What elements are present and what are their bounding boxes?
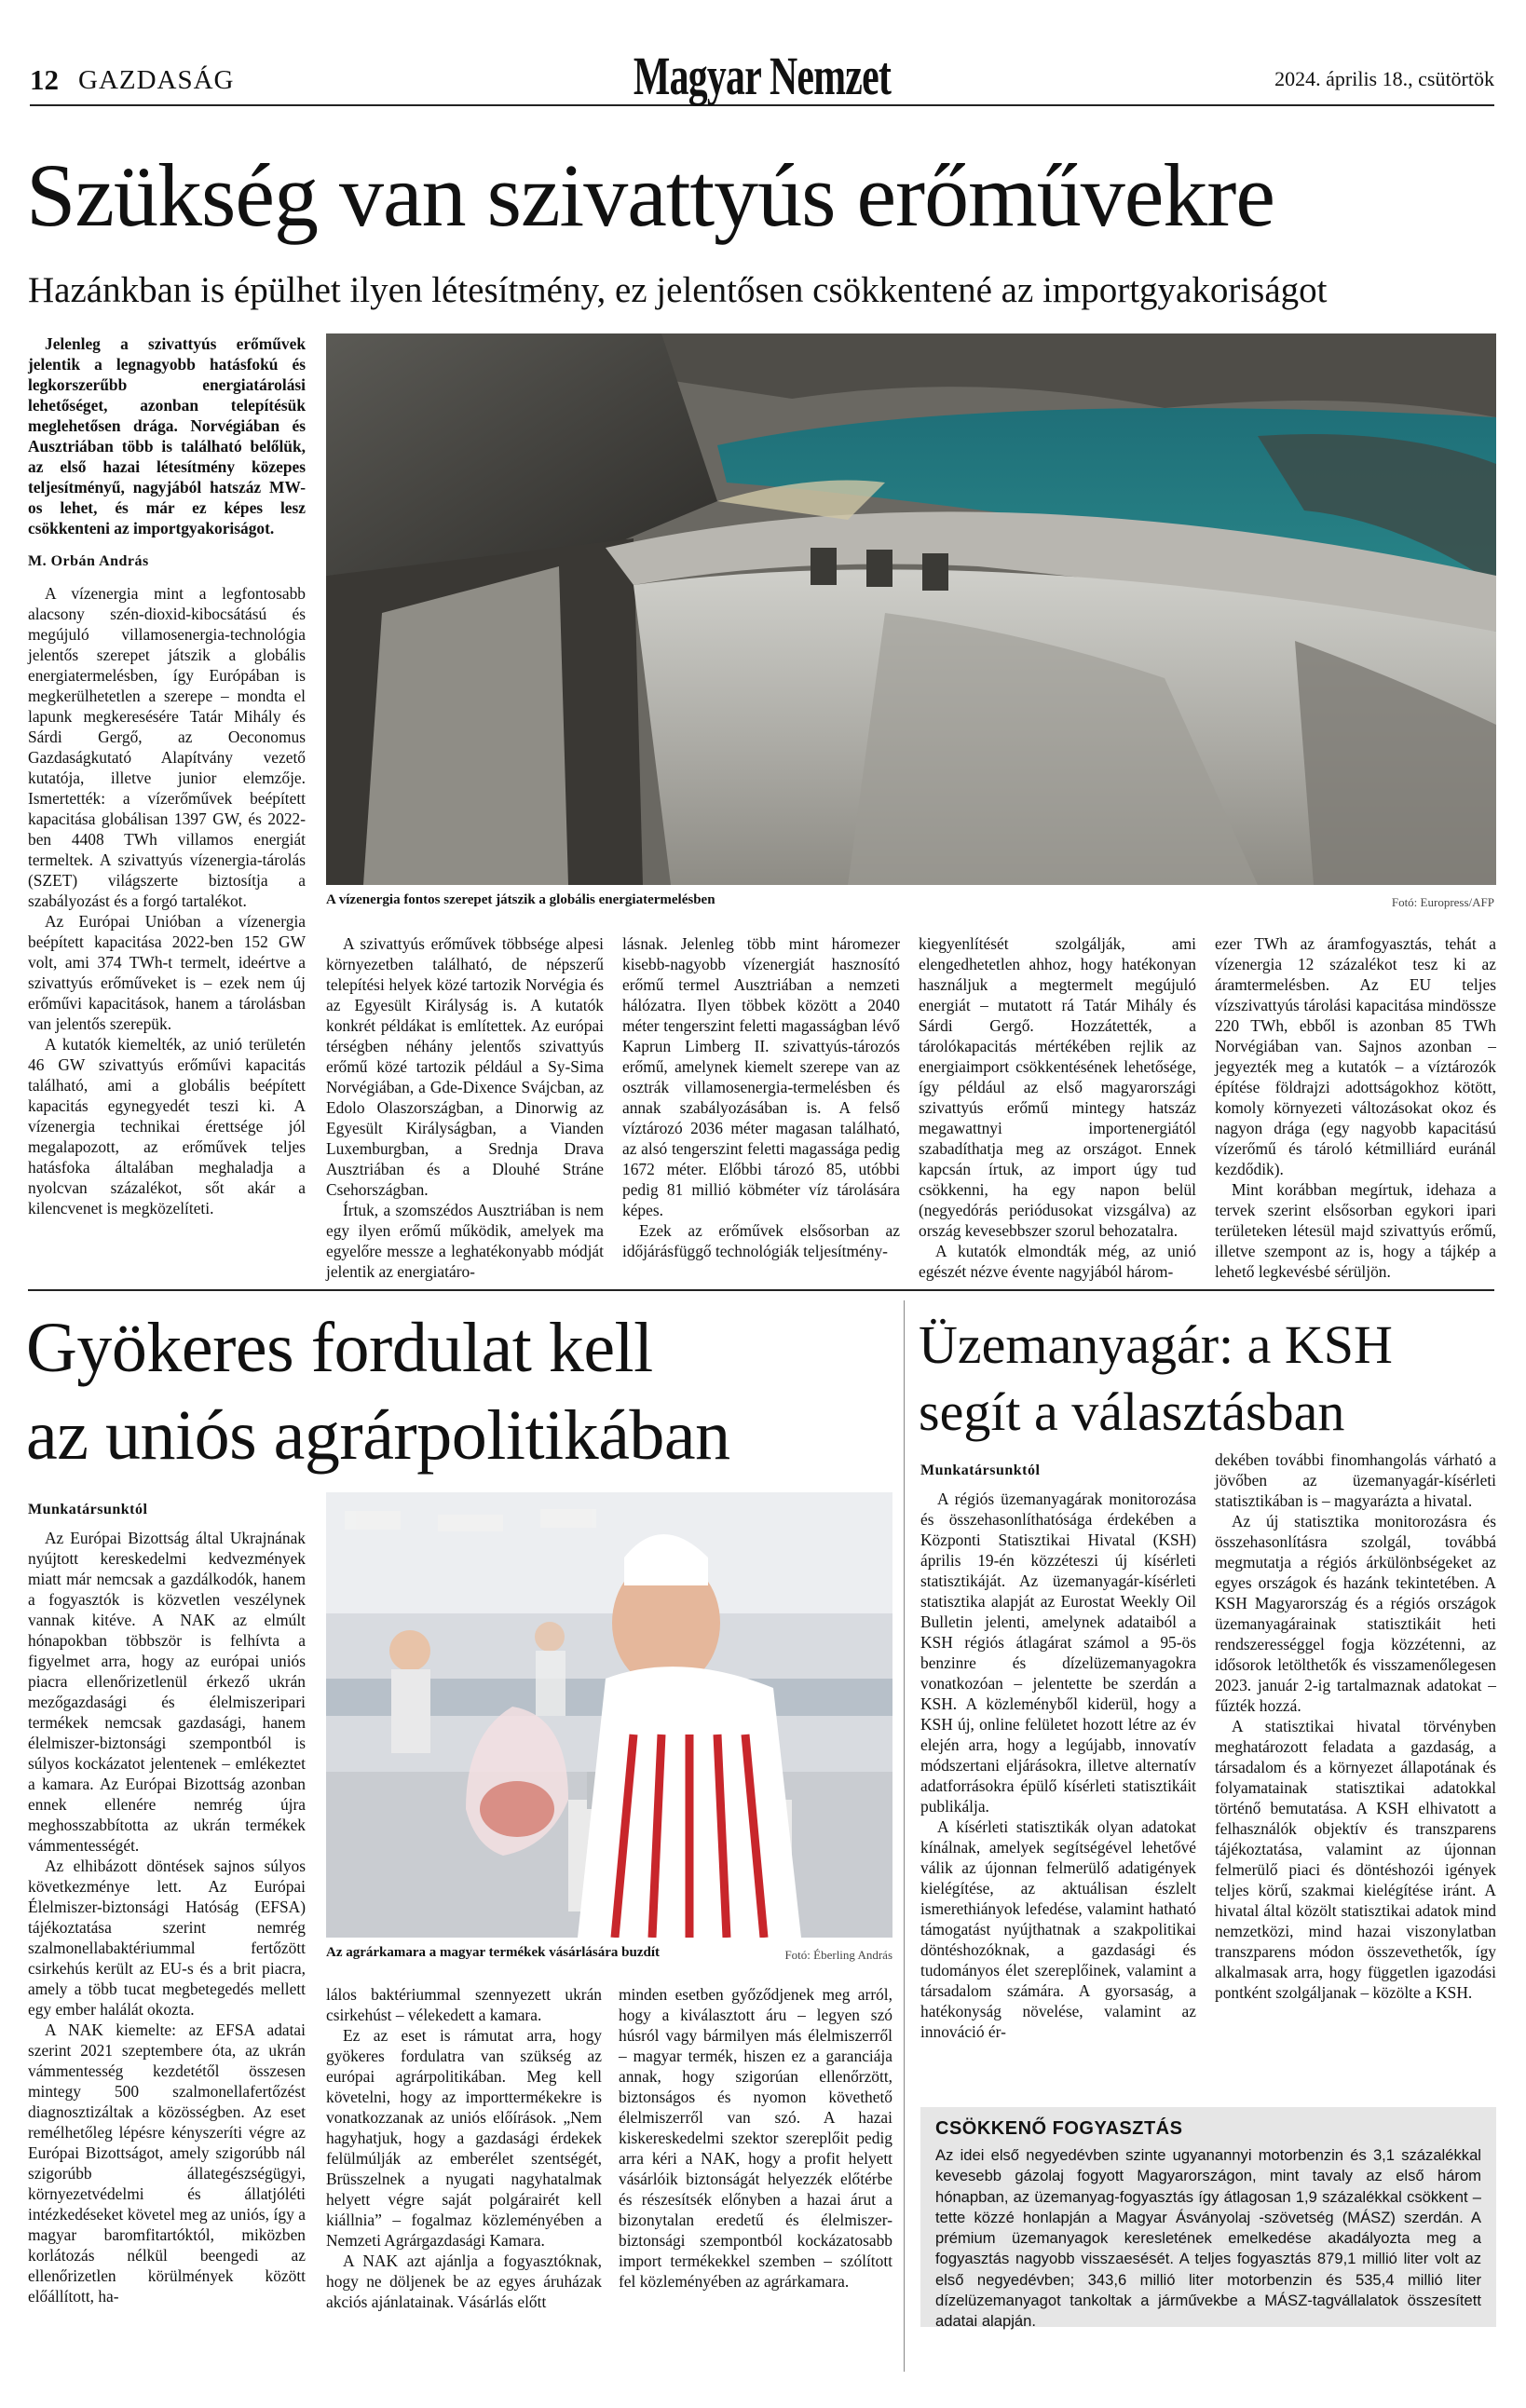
- article1-para: lásnak. Jelenleg több mint háromezer kisebb-nagyobb vízenergiát hasznosító erőmű termel Ausztriában a nemzeti hálózatra. Ilyen többek között a 2040 méter tengerszint feletti magasságban lévő Kaprun Limberg II. szivattyús-tározós erőmű, amelynek kiemelt szerepe van az osztrák villamosenergia-termelésben és annak szabályozásában is. A felső víztározó 2036 méter magasan található, az alsó tengerszint feletti magassága pedig 1672 méter. Előbbi tározó 85, utóbbi pedig 81 millió köbméter víz tárolására képes.: [622, 934, 900, 1219]
- article2-para: minden esetben győződjenek meg arról, hogy a kiválasztott áru – legyen szó húsról vagy bármilyen más élelmiszerről – magyar termék, hiszen ez a garanciája annak, hogy szigorúan ellenőrzött, biztonságos és nyomon követhető élelmiszerről van szó. A hazai kiskereskedelmi szektor szereplőit pedig arra kéri a NAK, hogy a profit helyett vásárlóik biztonságát helyezzék előtérbe és részesítsék előnyben a hazai árut a bizonytalan eredetű és élelmiszer-biztonsági szempontból kockázatosabb import termékekkel szemben – szólított fel közleményében az agrárkamara.: [619, 1985, 892, 2291]
- article2-para: Az elhibázott döntések sajnos súlyos következménye lett. Az Európai Élelmiszer-biztonsági Hatóság (EFSA) tájékoztatása szerint nemrég szalmonellabaktériummal fertőzött csirkehús került az EU-s és a brit piacra, amely a több tucat megbetegedés mellett egy ember halálát okozta.: [28, 1857, 306, 2019]
- article1-lead: Jelenleg a szivattyús erőművek jelentik a legnagyobb hatásfokú és legkorszerűbb energiatárolási lehetőséget, azonban telepítésük meglehetősen drága. Norvégiában és Ausztriában több is található belőlük, az első hazai létesítmény közepes teljesítményű, nagyjából hatszáz MW-os lehet, és már ez képes lesz csökkenteni az importgyakoriságot.: [28, 334, 306, 537]
- article3-title-line2: segít a választásban: [919, 1381, 1345, 1442]
- newspaper-logo: Magyar Nemzet: [633, 46, 892, 106]
- article1-para: A szivattyús erőművek többsége alpesi környezetben található, de népszerű telepítési helyek közé tartozik Norvégia és az Egyesült Királyság is. A kutatók konkrét példákat is említettek. Az európai térségben néhány jelentős szivattyús erőmű közé tartozik például a Sy-Sima Norvégiában, a Gde-Dixence Svájcban, az Edolo Olaszországban, a Dinorwig az Egyesült Királyságban, a Vianden Luxemburgban, a Srednja Drava Ausztriában és a Dlouhé Stráne Csehországban.: [326, 934, 604, 1199]
- issue-date: 2024. április 18., csütörtök: [1274, 67, 1494, 90]
- article3-title: [919, 1312, 1393, 1446]
- article2-title-line2: az uniós agrárpolitikában: [26, 1396, 730, 1475]
- article2-para: lálos baktériummal szennyezett ukrán csirkehúst – vélekedett a kamara.: [326, 1985, 602, 2024]
- page-header: [30, 46, 1494, 106]
- article2-byline: Munkatársunktól: [28, 1502, 148, 1517]
- butcher-photo: [326, 1492, 892, 1938]
- article2-para: A NAK azt ajánlja a fogyasztóknak, hogy ne döljenek be az egyes áruházak akciós ajánlatainak. Vásárlás előtt: [326, 2252, 602, 2311]
- dam-photo: [326, 333, 1496, 885]
- article3-byline: Munkatársunktól: [920, 1462, 1041, 1478]
- dam-illustration: [326, 333, 1496, 885]
- article2-title: [26, 1304, 730, 1479]
- info-box-title: CSÖKKENŐ FOGYASZTÁS: [935, 2118, 1183, 2139]
- article1-col1: [28, 333, 306, 1218]
- article3-para: A kísérleti statisztikák olyan adatokat kínálnak, amelyek segítségével lehetővé válik az újonnan felmerülő adatigények kielégítése, az aktuálisan észlelt ismerethiányok lefedése, valamint hatható támogatást nyújthatnak a szakpolitikai döntéshozóknak, a gazdasági és tudományos élet szereplőinek, valamint a társadalom számára. A gyorsaság, a hatékonyság növelése, valamint az innováció ér-: [920, 1817, 1196, 2041]
- article2-col1: [28, 1528, 306, 2306]
- butcher-illustration: [326, 1492, 892, 1938]
- article1-para: Ezek az erőművek elsősorban az időjárásfüggő technológiák teljesítmény-: [622, 1221, 900, 1260]
- article2-para: A NAK kiemelte: az EFSA adatai szerint 2021 szeptembere óta, az ukrán vámmentesség kezdetétől összesen mintegy 500 szalmonellafertőzést diagnosztizáltak a közösségben. Az eset remélhetőleg lépésre kényszeríti végre az Európai Bizottságot, amely szigorúbb nál szigorúbb állategészségügyi, környezetvédelmi és állatjóléti intézkedéseket követel meg az uniós, így a magyar baromfitartóktól, miközben korlátozás nélkül beengedi az ellenőrizetlen körülmények között előállított, ha-: [28, 2020, 306, 2306]
- article3-para: dekében további finomhangolás várható a jövőben az üzemanyagár-kísérleti statisztikában is – magyarázta a hivatal.: [1215, 1450, 1496, 1510]
- article1-photo-credit: Fotó: Europress/AFP: [1391, 895, 1494, 909]
- article1-byline: M. Orbán András: [28, 553, 149, 569]
- article1-col2: [326, 933, 604, 1282]
- article2-title-line1: Gyökeres fordulat kell: [26, 1309, 653, 1387]
- article2-col2: [326, 1984, 602, 2312]
- article1-para: A kutatók kiemelték, az unió területén 46 GW szivattyús erőművi kapacitás található, ami a globális beépített kapacitás egynegyedét teszi ki. A vízenergia technikai érettsége jól megalapozott, az erőművek teljes hatásfoka általában meghaladja a nyolcvan százalékot, sőt akár a kilencvenet is megközelíteti.: [28, 1035, 306, 1218]
- article3-para: A statisztikai hivatal törvényben meghatározott feladata a gazdaság, a társadalom és a környezet állapotának és folyamatainak statisztikai adatokkal történő bemutatása. A KSH elhivatott a felhasználók objektív és transzparens tájékoztatása, valamint az újonnan felmerülő piaci és döntéshozói igények teljes körű, szakmai kielégítése iránt. A hivatal által közölt statisztikai adatok mind nemzetközi, mind hazai viszonylatban transzparens módon összevethetők, így alkalmasak arra, hogy független igazodási pontként szolgáljanak – közölte a KSH.: [1215, 1717, 1496, 2002]
- article1-para: Az Európai Unióban a vízenergia beépített kapacitása 2022-ben 152 GW volt, ami 374 TWh-t termelt, ideértve a szivattyús erőműveket is – ezek nem új erőművi kapacitások, hanem a tárolásban van jelentős szerepük.: [28, 912, 306, 1033]
- article1-subtitle: Hazánkban is épülhet ilyen létesítmény, ez jelentősen csökkentené az importgyakoriságot: [28, 270, 1328, 310]
- article3-col1: [920, 1489, 1196, 2042]
- column-divider: [904, 1300, 905, 2372]
- article1-para: A kutatók elmondták még, az unió egészét nézve évente nagyjából három-: [919, 1242, 1196, 1281]
- info-box: [920, 2107, 1496, 2331]
- article1-photo-caption: A vízenergia fontos szerepet játszik a globális energiatermelésben: [326, 892, 715, 907]
- article1-col4: [919, 933, 1196, 1282]
- article2-photo-credit: Fotó: Éberling András: [784, 1948, 892, 1962]
- article1-para: A vízenergia mint a legfontosabb alacsony szén-dioxid-kibocsátású és megújuló villamosenergia-technológia jelentős szerepet játszik a globális energiatermelésben, így Európában is megkerülhetetlen a szerepe – mondta el lapunk megkeresésére Tatár Mihály és Sárdi Gergő, az Oeconomus Gazdaságkutató Alapítvány vezető kutatója, illetve junior elemzője. Ismertették: a vízerőművek beépített kapacitása globálisan 1397 GW, és 2022-ben 4408 TWh villamos energiát termeltek. A szivattyús vízenergia-tárolás (SZET) világszerte biztosítja a szabályozást és a forgó tartalékot.: [28, 584, 306, 910]
- article2-photo-caption: Az agrárkamara a magyar termékek vásárlására buzdít: [326, 1945, 660, 1960]
- article2-col3: [619, 1984, 892, 2292]
- article3-col2: [1215, 1449, 1496, 2003]
- article3-title-line1: Üzemanyagár: a KSH: [919, 1314, 1393, 1375]
- article1-para: ezer TWh az áramfogyasztás, tehát a vízenergia 12 százalékot tesz ki az áramtermelésben. Az EU teljes vízszivattyús tárolási kapacitása mindössze 220 TWh, ebből is azonban 85 TWh Norvégiában van. Sajnos azonban – jegyezték meg a kutatók – a víztározók építése földrajzi adottságokhoz kötött, komoly környezeti változásokat okoz és nagyon drága (egy nagyobb kapacitású vízerőmű és tároló kétmilliárd euránál kezdődik).: [1215, 934, 1496, 1178]
- section-divider: [28, 1289, 1494, 1291]
- article1-para: Írtuk, a szomszédos Ausztriában is nem egy ilyen erőmű működik, amelyek ma egyelőre messze a leghatékonyabb módját jelentik az energiatáro-: [326, 1201, 604, 1281]
- article2-para: Ez az eset is rámutat arra, hogy gyökeres fordulatra van szükség az európai agrárpolitikában. Meg kell követelni, hogy az importtermékekre is vonatkozzanak az uniós előírások. „Nem hagyhatjuk, hogy a gazdasági érdekek felülmúlják az emberélet szentségét, Brüsszelnek a nyugati nagyhatalmak helyett végre saját polgárairét kell kiállnia” – fogalmaz közleményében a Nemzeti Agrárgazdasági Kamara.: [326, 2026, 602, 2250]
- article1-title: Szükség van szivattyús erőművekre: [26, 145, 1274, 245]
- article3-para: A régiós üzemanyagárak monitorozása és összehasonlíthatósága érdekében a Központi Statisztikai Hivatal (KSH) április 19-én közzéteszi új kísérleti statisztikáját. Az üzemanyagár-kísérleti statisztika alapját az Eurostat Weekly Oil Bulletin jelenti, amelynek adataiból a KSH régiós átlagárat számol a 95-ös benzinre és dízelüzemanyagokra vonatkozóan – jelentette be szerdán a KSH. A közleményből kiderül, hogy a KSH új, online felületet hozott létre az év elején arra, hogy a legújabb, innovatív módszertani eljárásokra, illetve alternatív adatforrásokra épülő kísérleti statisztikáit publikálja.: [920, 1490, 1196, 1816]
- article1-col5: [1215, 933, 1496, 1282]
- article1-para: kiegyenlítését szolgálják, ami elengedhetetlen ahhoz, hogy hatékonyan használjuk a megtermelt megújuló energiát – mutatott rá Tatár Mihály és Sárdi Gergő. Hozzátették, a tárolókapacitás mértékében rejlik az energiaimport csökkentésének lehetősége, így például az első magyarországi szivattyús erőmű mintegy hatszáz megawattnyi importenergiától szabadíthatja meg az országot. Ennek kapcsán írtuk, az import úgy tud csökkenni, ha egy napon belül (negyedórás periódusokat vizsgálva) az ország kevesebbszer szorul behozatalra.: [919, 934, 1196, 1240]
- section-name: GAZDASÁG: [78, 65, 235, 95]
- info-box-text: Az idei első negyedévben szinte ugyanannyi motorbenzin és 3,1 százalékkal kevesebb gázolaj fogyott Magyarországon, mint tavaly az első három hónapban, az üzemanyag-fogyasztás így átlagosan 1,9 százalékkal csökkent – tette közzé honlapján a Magyar Ásványolaj -szövetség (MÁSZ) szerdán. A prémium üzemanyagok keresletének emelkedése akadályozta meg a fogyasztás nagyobb visszaesését. A teljes fogyasztás 879,1 millió liter volt az első negyedévben; 343,6 millió liter motorbenzin és 535,4 millió liter dízelüzemanyagot tankoltak a járművekbe a MÁSZ-tagvállalatok összesített adatai alapján.: [935, 2146, 1481, 2331]
- page-number: 12: [30, 63, 59, 96]
- article1-para: Mint korábban megírtuk, idehaza a tervek szerint elsősorban egykori ipari területeken létesül majd szivattyús erőmű, illetve szempont az is, hogy a tájkép a lehető legkevésbé sérüljön.: [1215, 1180, 1496, 1281]
- article1-col3: [622, 933, 900, 1261]
- article2-para: Az Európai Bizottság által Ukrajnának nyújtott kereskedelmi kedvezmények miatt már nemcsak a gazdálkodók, hanem a fogyasztók is közvetlen veszélynek vannak kitéve. A NAK az elmúlt hónapokban többször is felhívta a figyelmet arra, hogy az európai uniós piacra ellenőrizetlenül érkező ukrán mezőgazdasági és élelmiszeripari termékek nemcsak gazdasági, hanem élelmiszer-biztonsági szempontból is súlyos kockázatot jelentenek – emlékeztet a kamara. Az Európai Bizottság azonban ennek ellenére nemrég újra meghosszabbította az ukrán termékek vámmentességét.: [28, 1529, 306, 1855]
- article3-para: Az új statisztika monitorozásra és összehasonlításra szolgál, továbbá megmutatja a régiós árkülönbségeket az egyes országok és hazánk tekintetében. A KSH Magyarország és a régiós országok üzemanyagárainak statisztikáit heti rendszerességgel fogja közzétenni, az idősorok letölthetők és visszamenőlegesen 2023. január 2-ig tartalmaznak adatokat – fűzték hozzá.: [1215, 1512, 1496, 1715]
